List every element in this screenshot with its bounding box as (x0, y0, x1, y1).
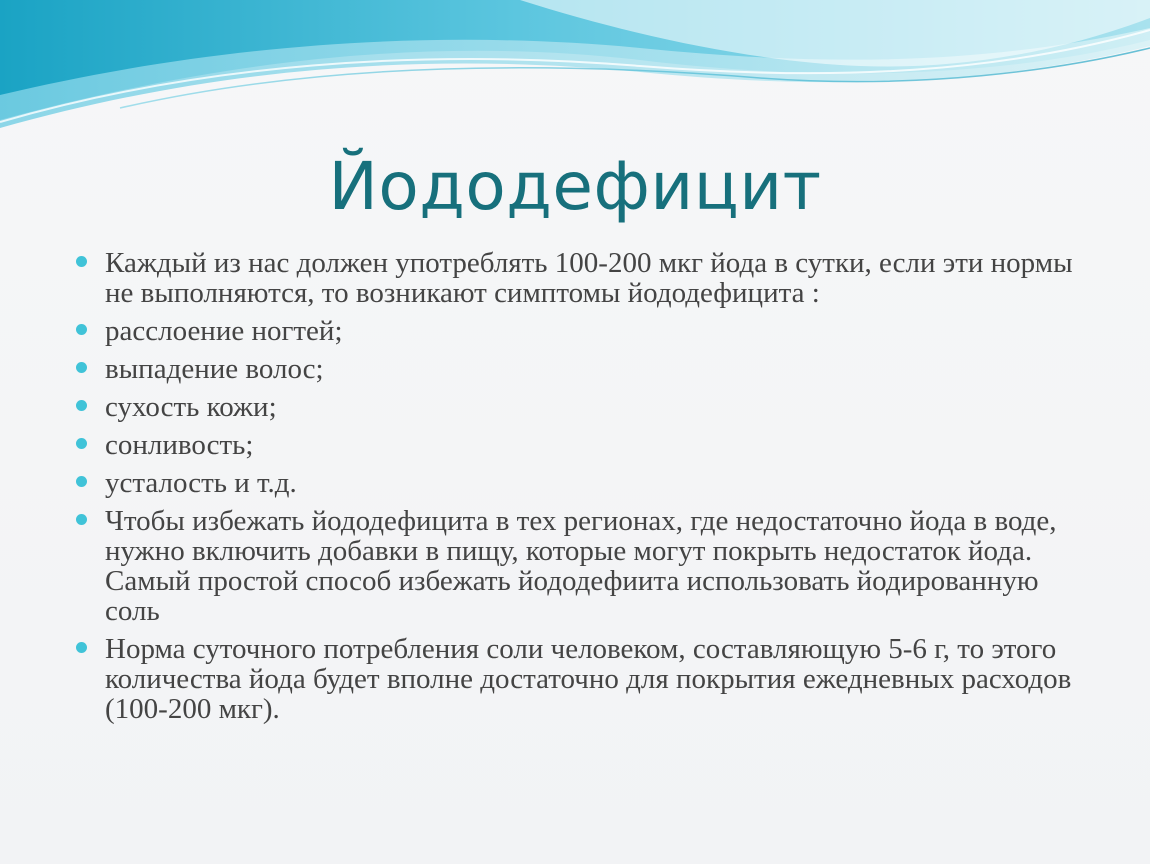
list-item (72, 430, 1082, 460)
list-item (72, 316, 1082, 346)
list-item (72, 354, 1082, 384)
bullet-text: выпадение волос; (105, 353, 324, 385)
bullet-list (72, 248, 1082, 732)
bullet-dot-icon (76, 438, 87, 449)
bullet-dot-icon (76, 514, 87, 525)
bullet-dot-icon (76, 256, 87, 267)
list-item (72, 248, 1082, 308)
bullet-text: расслоение ногтей; (105, 315, 343, 347)
bullet-dot-icon (76, 362, 87, 373)
list-item (72, 392, 1082, 422)
header-wave-decoration (0, 0, 1150, 140)
bullet-dot-icon (76, 324, 87, 335)
list-item (72, 506, 1082, 626)
list-item (72, 634, 1082, 724)
bullet-text: Каждый из нас должен употреблять 100-200 мкг йода в сутки, если эти нормы не выполняются, то возникают симптомы йододефицита : (105, 247, 1073, 309)
bullet-text: сонливость; (105, 429, 254, 461)
list-item (72, 468, 1082, 498)
bullet-dot-icon (76, 400, 87, 411)
bullet-text: сухость кожи; (105, 391, 277, 423)
bullet-dot-icon (76, 642, 87, 653)
bullet-text: Чтобы избежать йододефицита в тех регионах, где недостаточно йода в воде, нужно включить добавки в пищу, которые могут покрыть недостаток йода. Самый простой способ избежать йододефиита использовать йодированную соль (105, 505, 1057, 627)
bullet-text: Норма суточного потребления соли человеком, составляющую 5-6 г, то этого количества йода будет вполне достаточно для покрытия ежедневных расходов (100-200 мкг). (105, 633, 1072, 725)
slide-title: Йододефицит (328, 148, 822, 225)
bullet-text: усталость и т.д. (105, 467, 297, 499)
bullet-dot-icon (76, 476, 87, 487)
